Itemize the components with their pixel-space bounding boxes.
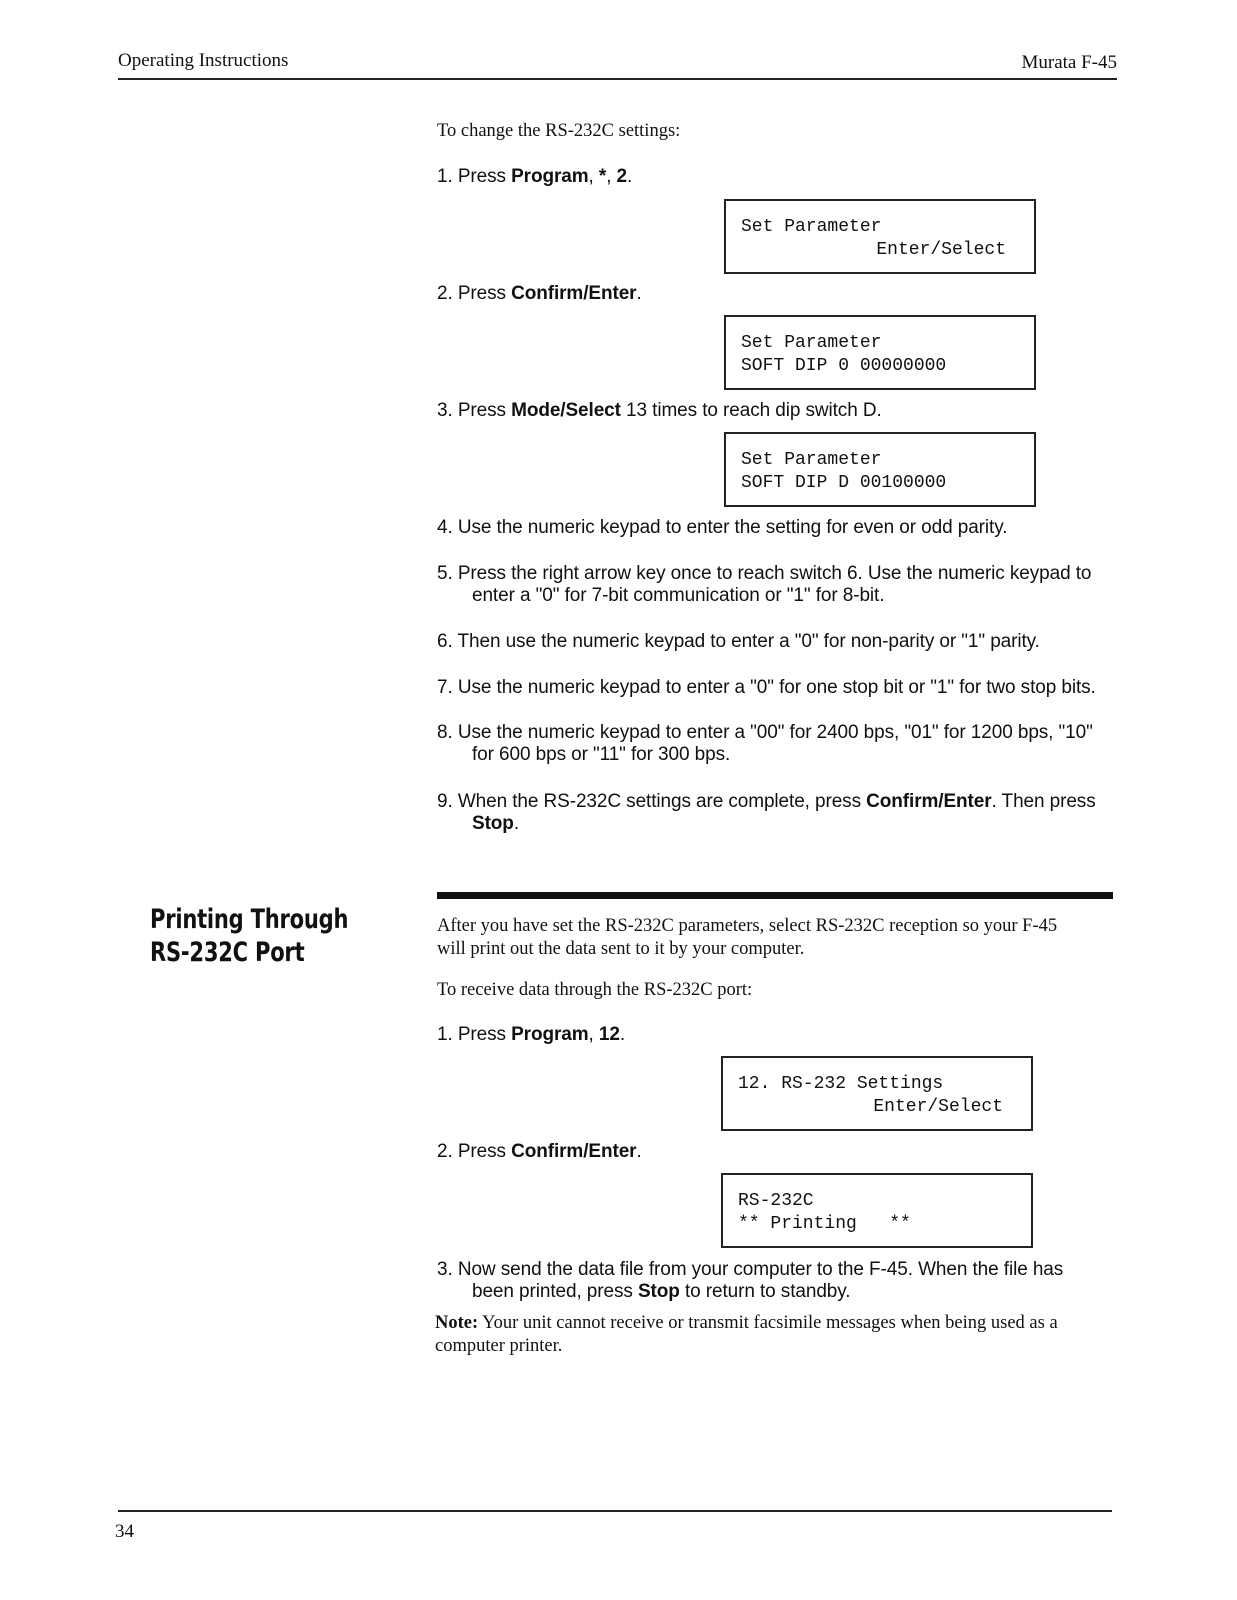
lcd-display-3 <box>724 432 1036 507</box>
lcd-display-1 <box>724 199 1036 274</box>
s1-step-1: 1. Press Program, *, 2. <box>437 166 633 187</box>
s1-step-3: 3. Press Mode/Select 13 times to reach dip switch D. <box>437 400 882 421</box>
page-header <box>118 50 1117 80</box>
s1-step-7: 7. Use the numeric keypad to enter a "0" for one stop bit or "1" for two stop bits. <box>437 677 1096 698</box>
lcd-line-1: Set Parameter <box>741 450 882 470</box>
lcd-line-1: RS-232C <box>738 1191 814 1211</box>
s1-step-9: 9. When the RS-232C settings are complete, press Confirm/Enter. Then press Stop. <box>437 791 1096 834</box>
lcd-line-2: Enter/Select <box>873 1097 1003 1117</box>
note: Note: Your unit cannot receive or transmit facsimile messages when being used as a computer printer. <box>435 1313 1058 1356</box>
lcd-line-2: SOFT DIP D 00100000 <box>741 473 947 493</box>
section-divider <box>437 892 1113 899</box>
lcd-line-1: Set Parameter <box>741 333 882 353</box>
section2-intro2: To receive data through the RS-232C port: <box>437 980 753 1000</box>
s2-step-2: 2. Press Confirm/Enter. <box>437 1141 642 1162</box>
header-right-title: Murata F-45 <box>1021 52 1117 73</box>
header-left-title: Operating Instructions <box>118 50 289 71</box>
lcd-line-2: SOFT DIP 0 00000000 <box>741 356 947 376</box>
s2-step-1: 1. Press Program, 12. <box>437 1024 626 1045</box>
s2-step-3: 3. Now send the data file from your computer to the F-45. When the file has been printed, press Stop to return to standby. <box>437 1259 1064 1302</box>
lcd-display-2 <box>724 315 1036 390</box>
s1-step-5: 5. Press the right arrow key once to reach switch 6. Use the numeric keypad to enter a "0" for 7-bit communication or "1" for 8-bit. <box>437 563 1092 606</box>
lcd-display-4 <box>721 1056 1033 1131</box>
lcd-display-5 <box>721 1173 1033 1248</box>
section-heading: Printing Through RS-232C Port <box>150 904 349 968</box>
lcd-line-2: ** Printing ** <box>738 1214 911 1234</box>
section2-intro: After you have set the RS-232C parameters, select RS-232C reception so your F-45 will print out the data sent to it by your computer. <box>437 916 1058 959</box>
s1-step-8: 8. Use the numeric keypad to enter a "00" for 2400 bps, "01" for 1200 bps, "10" for 600 bps or "11" for 300 bps. <box>437 722 1093 765</box>
lcd-line-1: 12. RS-232 Settings <box>738 1074 944 1094</box>
section1-intro: To change the RS-232C settings: <box>437 121 681 141</box>
s1-step-2: 2. Press Confirm/Enter. <box>437 283 642 304</box>
s1-step-6: 6. Then use the numeric keypad to enter a "0" for non-parity or "1" parity. <box>437 631 1040 652</box>
s1-step-4: 4. Use the numeric keypad to enter the setting for even or odd parity. <box>437 517 1008 538</box>
page-number: 34 <box>115 1521 134 1542</box>
lcd-line-2: Enter/Select <box>876 240 1006 260</box>
footer-rule <box>118 1510 1112 1512</box>
lcd-line-1: Set Parameter <box>741 217 882 237</box>
